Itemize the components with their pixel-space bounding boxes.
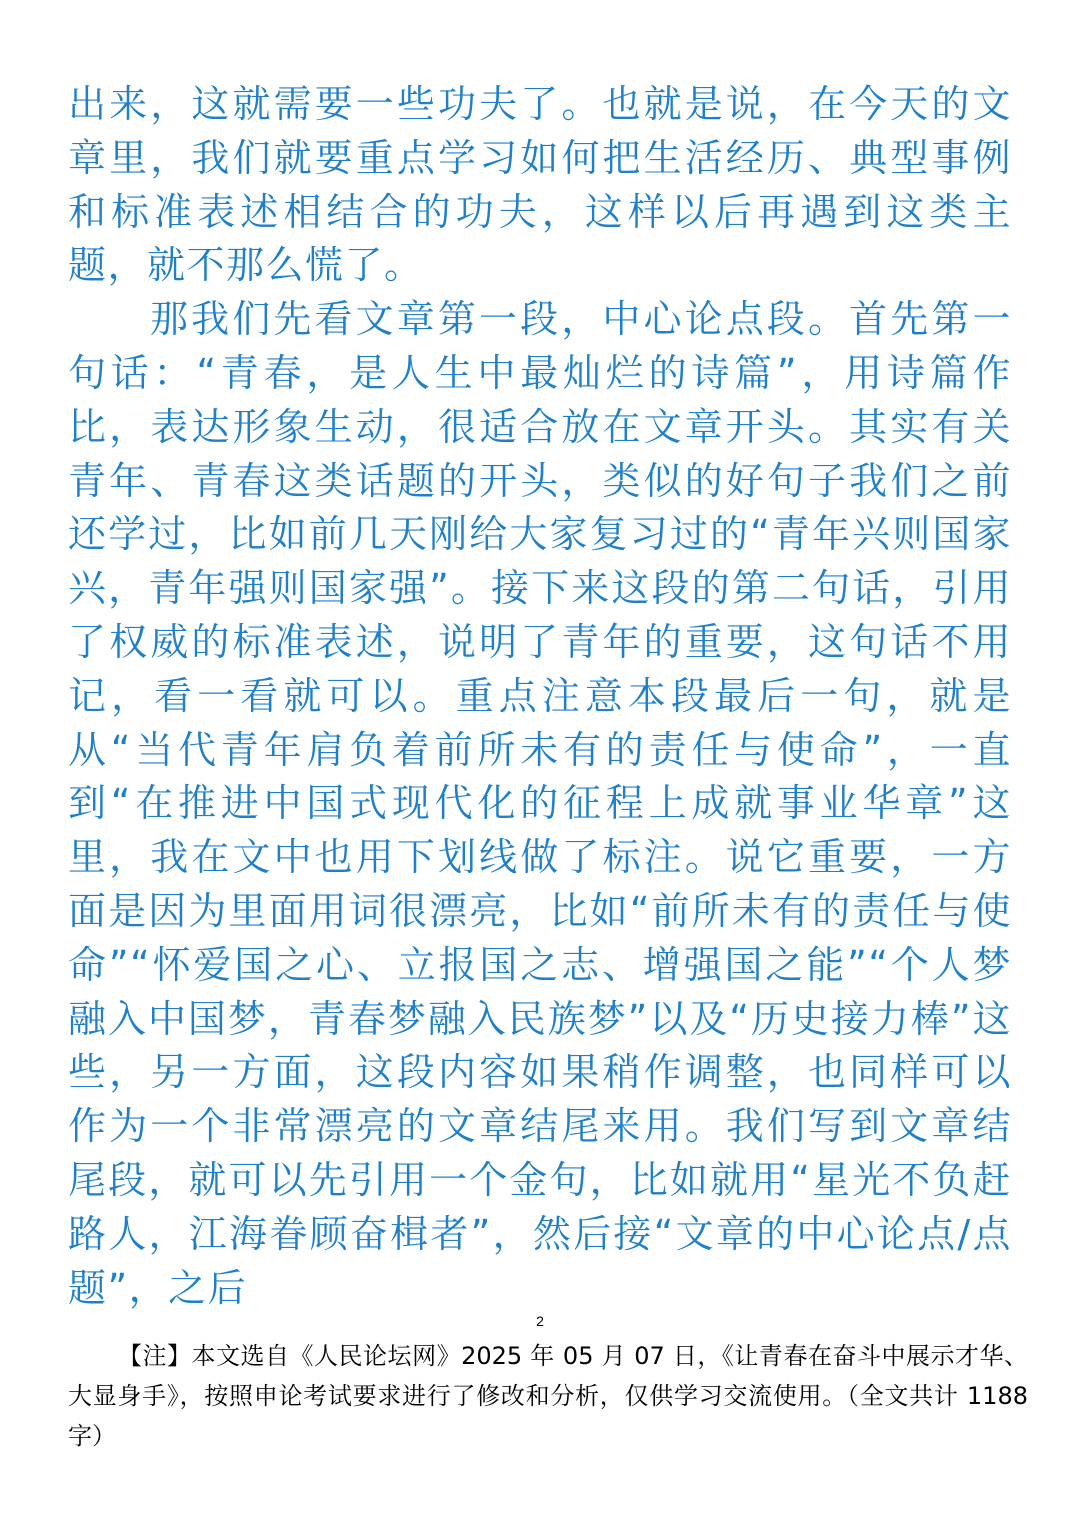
footnote-text: 【注】本文选自《人民论坛网》2025 年 05 月 07 日，《让青春在奋斗中展示才华、大显身手》，按照申论考试要求进行了修改和分析，仅供学习交流使用。（全文共计 1188 字） bbox=[68, 1342, 1028, 1450]
paragraph-analysis: 那我们先看文章第一段，中心论点段。首先第一句话：“青春，是人生中最灿烂的诗篇”，用诗篇作比，表达形象生动，很适合放在文章开头。其实有关青年、青春这类话题的开头，类似的好句子我们之前还学过，比如前几天刚给大家复习过的“青年兴则国家兴，青年强则国家强”。接下来这段的第二句话，引用了权威的标准表述，说明了青年的重要，这句话不用记，看一看就可以。重点注意本段最后一句，就是从“当代青年肩负着前所未有的责任与使命”，一直到“在推进中国式现代化的征程上成就事业华章”这里，我在文中也用下划线做了标注。说它重要，一方面是因为里面用词很漂亮，比如“前所未有的责任与使命”“怀爱国之心、立报国之志、增强国之能”“个人梦融入中国梦，青春梦融入民族梦”以及“历史接力棒”这些，另一方面，这段内容如果稍作调整，也同样可以作为一个非常漂亮的文章结尾来用。我们写到文章结尾段，就可以先引用一个金句，比如就用“星光不负赶路人，江海眷顾奋楫者”，然后接“文章的中心论点/点题”，之后 bbox=[68, 297, 1012, 1310]
page-number: 2 bbox=[536, 1313, 544, 1329]
article-body bbox=[68, 78, 1012, 1315]
paragraph-continued: 出来，这就需要一些功夫了。也就是说，在今天的文章里，我们就要重点学习如何把生活经历、典型事例和标准表述相结合的功夫，这样以后再遇到这类主题，就不那么慌了。 bbox=[68, 82, 1012, 288]
footnote bbox=[68, 1336, 1028, 1456]
